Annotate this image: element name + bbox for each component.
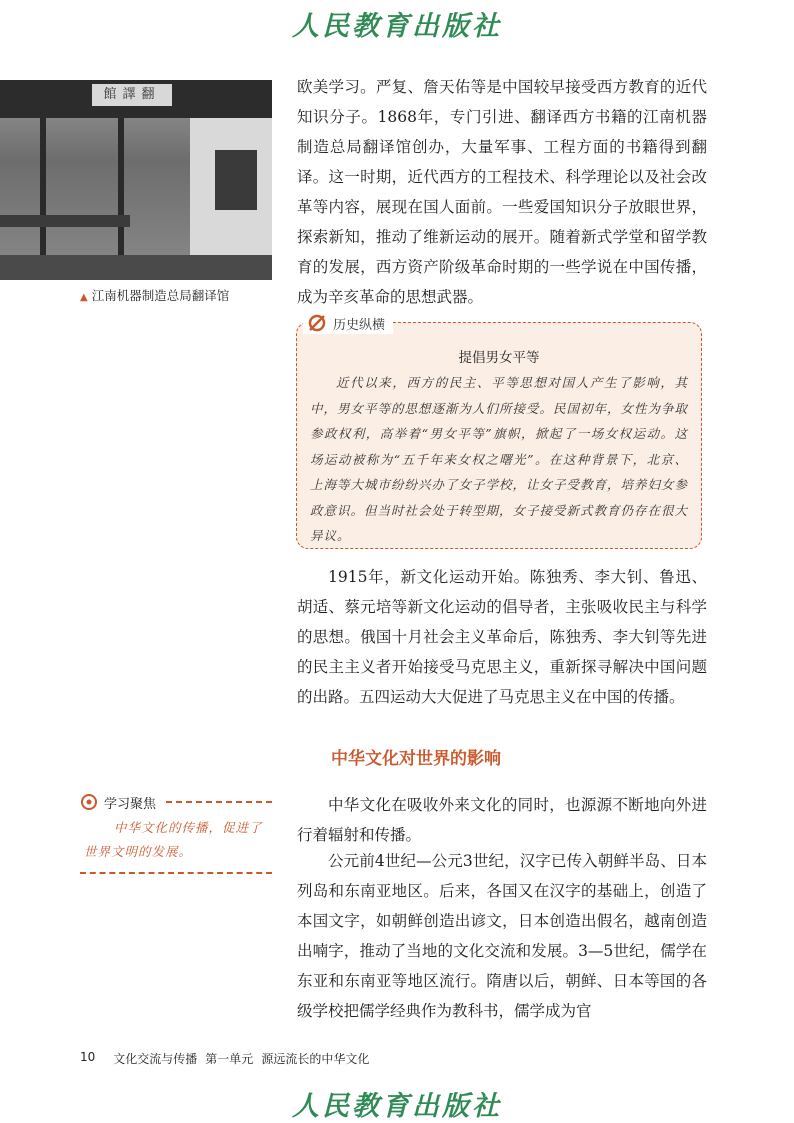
- photo-post: [40, 118, 46, 268]
- page-number: 10: [80, 1050, 96, 1064]
- history-box-label: 历史纵横: [333, 317, 386, 333]
- photo-window: [215, 150, 257, 210]
- publisher-logo-top: 人民教育出版社: [292, 11, 502, 42]
- focus-label: 学习聚焦: [104, 796, 157, 812]
- focus-target-icon: [80, 793, 98, 811]
- focus-text: 中华文化的传播，促进了世界文明的发展。: [84, 820, 263, 859]
- photo-caption-text: 江南机器制造总局翻译馆: [91, 288, 230, 303]
- history-box-text: 近代以来，西方的民主、平等思想对国人产生了影响，其中，男女平等的思想逐渐为人们所接受。民国初年，女性为争取参政权利，高举着“男女平等”旗帜，掀起了一场女权运动。这场运动被称为“五千年来女权之曙光”。在这种背景下，北京、上海等大城市纷纷兴办了女子学校，让女子受教育，培养妇女参政意识。但当时社会处于转型期，女子接受新式教育仍存在很大异议。: [310, 375, 689, 543]
- focus-bottom-divider: [80, 872, 272, 874]
- history-box-header: [303, 312, 393, 334]
- history-swirl-icon: [307, 313, 327, 333]
- photo-caption: [80, 286, 229, 304]
- focus-divider: [166, 801, 272, 803]
- translation-hall-photo: [0, 80, 272, 280]
- paragraph-1: 欧美学习。严复、詹天佑等是中国较早接受西方教育的近代知识分子。1868年，专门引进、翻译西方书籍的江南机器制造总局翻译馆创办，大量军事、工程方面的书籍得到翻译。这一时期，近代西方的工程技术、科学理论以及社会改革等内容，展现在国人面前。一些爱国知识分子放眼世界，探索新知，推动了维新运动的展开。随着新式学堂和留学教育的发展，西方资产阶级革命时期的一些学说在中国传播，成为辛亥革命的思想武器。: [297, 78, 707, 306]
- triangle-icon: ▲: [80, 292, 88, 303]
- footer-unit-title: 源远流长的中华文化: [261, 1052, 370, 1066]
- page-footer: [80, 1050, 369, 1067]
- paragraph-2: 1915年，新文化运动开始。陈独秀、李大钊、鲁迅、胡适、蔡元培等新文化运动的倡导者，主张吸收民主与科学的思想。俄国十月社会主义革命后，陈独秀、李大钊等先进的民主主义者开始接受马克思主义，重新探寻解决中国问题的出路。五四运动大大促进了马克思主义在中国的传播。: [297, 568, 707, 706]
- photo-signboard: 館譯翻: [92, 84, 172, 106]
- history-box-title: 提倡男女平等: [458, 350, 540, 366]
- footer-book: 文化交流与传播: [113, 1052, 198, 1066]
- publisher-logo-bottom: 人民教育出版社: [292, 1091, 502, 1122]
- focus-header: [80, 792, 272, 812]
- section-title: 中华文化对世界的影响: [331, 749, 501, 769]
- photo-lower-roof: [0, 215, 130, 227]
- footer-unit: 第一单元: [205, 1052, 254, 1066]
- photo-post: [118, 118, 124, 268]
- paragraph-4: 公元前4世纪—公元3世纪，汉字已传入朝鲜半岛、日本列岛和东南亚地区。后来，各国又在汉字的基础上，创造了本国文字，如朝鲜创造出谚文，日本创造出假名，越南创造出喃字，推动了当地的文化交流和发展。3—5世纪，儒学在东亚和东南亚等地区流行。隋唐以后，朝鲜、日本等国的各级学校把儒学经典作为教科书，儒学成为官: [297, 852, 707, 1020]
- photo-ground: [0, 255, 272, 280]
- paragraph-3: 中华文化在吸收外来文化的同时，也源源不断地向外进行着辐射和传播。: [297, 796, 707, 844]
